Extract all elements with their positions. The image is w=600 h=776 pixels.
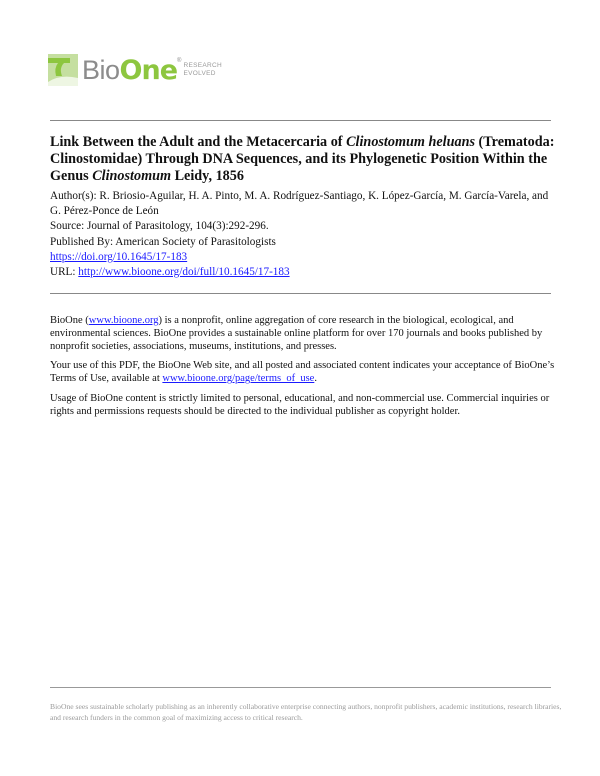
divider-middle xyxy=(50,293,551,294)
species-name: Clinostomum heluans xyxy=(346,134,475,150)
footer-text: BioOne sees sustainable scholarly publishing as an inherently collaborative enterprise connecting authors, nonprofit publishers, academic institutions, research libraries, and research funders in the common goal of maximizing access to critical research. xyxy=(50,702,562,722)
registered-mark: ® xyxy=(177,58,182,64)
terms-paragraph: Your use of this PDF, the BioOne Web site, and all posted and associated content indicates your acceptance of BioOne’s Terms of Use, available at www.bioone.org/page/terms_of_use. xyxy=(50,360,555,385)
article-title: Link Between the Adult and the Metacercaria of Clinostomum heluans (Trematoda: Clinostomidae) Through DNA Sequences, and its Phylogenetic Position Within the Genus Clinostomum Leidy, 1856 xyxy=(50,134,555,184)
article-metadata xyxy=(50,189,560,280)
terms-of-use-link[interactable]: www.bioone.org/page/terms_of_use xyxy=(162,373,315,385)
tagline-evolved: EVOLVED xyxy=(183,70,216,77)
tagline-research: RESEARCH xyxy=(183,62,222,69)
bioone-logo xyxy=(48,52,222,88)
doi-link[interactable]: https://doi.org/10.1645/17-183 xyxy=(50,250,188,263)
source: Source: Journal of Parasitology, 104(3):292-296. xyxy=(50,220,269,233)
usage-paragraph: Usage of BioOne content is strictly limited to personal, educational, and non-commercial use. Commercial inquiries or rights and permissions requests should be directed to the individual publisher as copyright holder. xyxy=(50,392,550,417)
logo-text-one: One xyxy=(119,54,178,86)
logo-tagline xyxy=(183,62,222,78)
divider-top xyxy=(50,120,551,121)
genus-name: Clinostomum xyxy=(92,168,172,184)
url-link[interactable]: http://www.bioone.org/doi/full/10.1645/17-183 xyxy=(78,266,290,279)
bioone-home-link[interactable]: www.bioone.org xyxy=(88,315,159,326)
bioone-leaf-icon xyxy=(48,54,78,86)
logo-text-bio: Bio xyxy=(82,54,120,85)
publisher: Published By: American Society of Parasitologists xyxy=(50,235,276,248)
divider-bottom xyxy=(50,687,551,688)
notice-body xyxy=(50,315,560,426)
url-line: URL: http://www.bioone.org/doi/full/10.1645/17-183 xyxy=(50,266,290,279)
about-paragraph: BioOne (www.bioone.org) is a nonprofit, online aggregation of core research in the biological, ecological, and environmental sciences. BioOne provides a sustainable online platform for over 170 journals and books published by nonprofit societies, associations, museums, institutions, and presses. xyxy=(50,315,543,352)
authors: Author(s): R. Briosio-Aguilar, H. A. Pinto, M. A. Rodríguez-Santiago, K. López-García, M. García-Varela, and G. Pérez-Ponce de León xyxy=(50,190,549,218)
